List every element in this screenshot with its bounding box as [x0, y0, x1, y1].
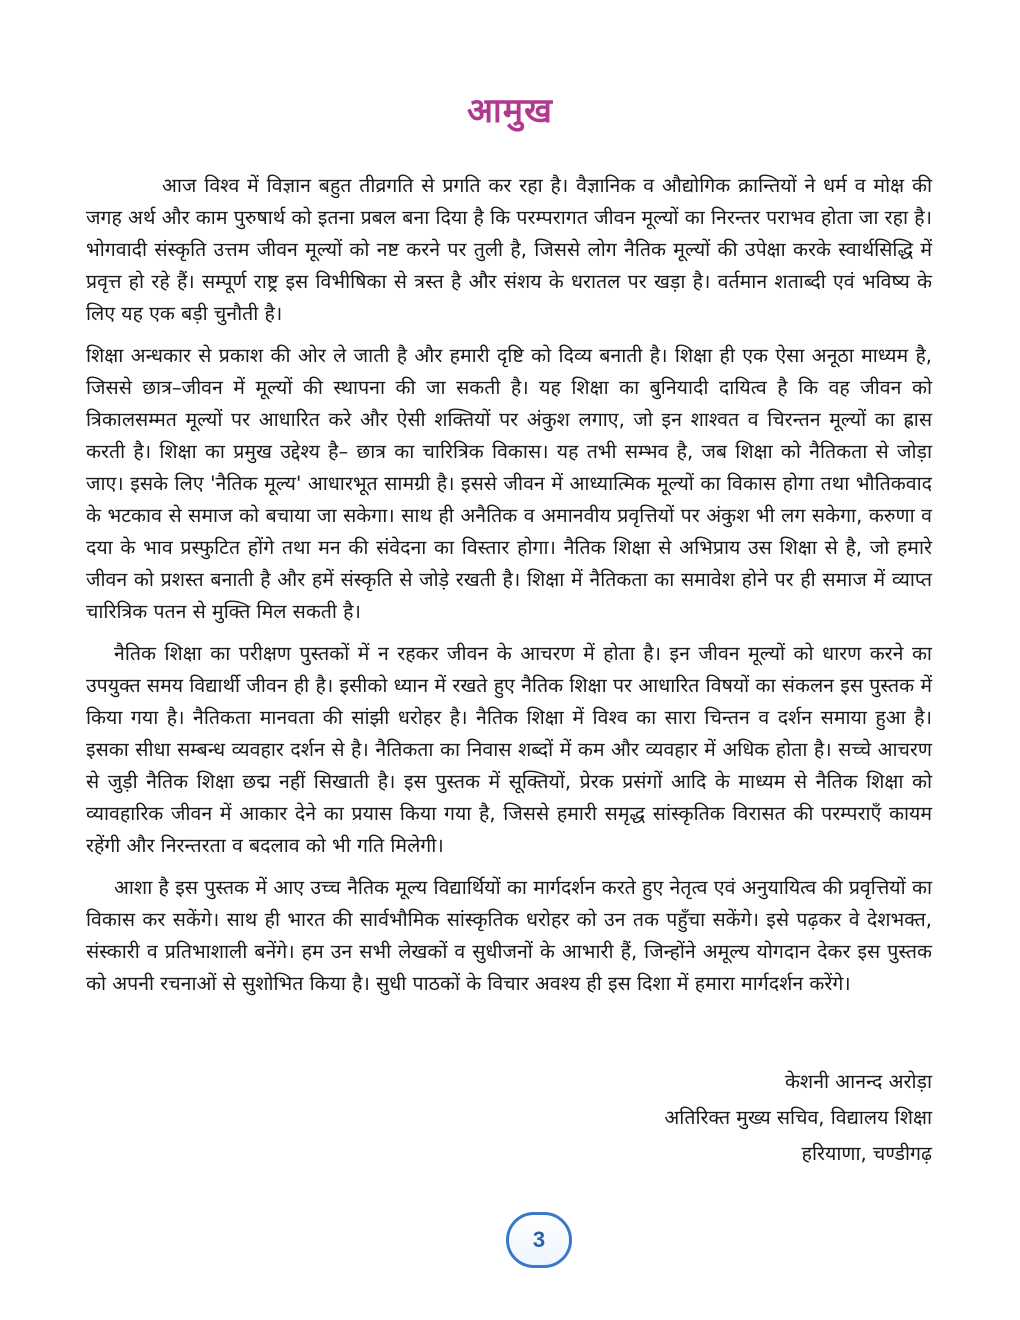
page-title: आमुख: [467, 91, 553, 131]
paragraph-4: आशा है इस पुस्तक में आए उच्च नैतिक मूल्य विद्यार्थियों का मार्गदर्शन करते हुए नेतृत्व एवं अनुयायित्व की प्रवृत्तियों का विकास कर सकेंगे। साथ ही भारत की सार्वभौमिक सांस्कृतिक धरोहर को उन तक पहुँचा सकेंगे। इसे पढ़कर वे देशभक्त, संस्कारी व प्रतिभाशाली बनेंगे। हम उन सभी लेखकों व सुधीजनों के आभारी हैं, जिन्होंने अमूल्य योगदान देकर इस पुस्तक को अपनी रचनाओं से सुशोभित किया है। सुधी पाठकों के विचार अवश्य ही इस दिशा में हमारा मार्गदर्शन करेंगे।: [86, 876, 932, 995]
paragraph-1: आज विश्व में विज्ञान बहुत तीव्रगति से प्रगति कर रहा है। वैज्ञानिक व औद्योगिक क्रान्तियों ने धर्म व मोक्ष की जगह अर्थ और काम पुरुषार्थ को इतना प्रबल बना दिया है कि परम्परागत जीवन मूल्यों का निरन्तर पराभव होता जा रहा है। भोगवादी संस्कृति उत्तम जीवन मूल्यों को नष्ट करने पर तुली है, जिससे लोग नैतिक मूल्यों की उपेक्षा करके स्वार्थसिद्धि में प्रवृत्त हो रहे हैं। सम्पूर्ण राष्ट्र इस विभीषिका से त्रस्त है और संशय के धरातल पर खड़ा है। वर्तमान शताब्दी एवं भविष्य के लिए यह एक बड़ी चुनौती है।: [86, 174, 932, 325]
signatory-place: हरियाणा, चण्डीगढ़: [801, 1142, 932, 1165]
paragraph-2: शिक्षा अन्धकार से प्रकाश की ओर ले जाती है और हमारी दृष्टि को दिव्य बनाती है। शिक्षा ही एक ऐसा अनूठा माध्यम है, जिससे छात्र–जीवन में मूल्यों की स्थापना की जा सकती है। यह शिक्षा का बुनियादी दायित्व है कि वह जीवन को त्रिकालसम्मत मूल्यों पर आधारित करे और ऐसी शक्तियों पर अंकुश लगाए, जो इन शाश्वत व चिरन्तन मूल्यों का ह्रास करती है। शिक्षा का प्रमुख उद्देश्य है– छात्र का चारित्रिक विकास। यह तभी सम्भव है, जब शिक्षा को नैतिकता से जोड़ा जाए। इसके लिए 'नैतिक मूल्य' आधारभूत सामग्री है। इससे जीवन में आध्यात्मिक मूल्यों का विकास होगा तथा भौतिकवाद के भटकाव से समाज को बचाया जा सकेगा। साथ ही अनैतिक व अमानवीय प्रवृत्तियों पर अंकुश भी लग सकेगा, करुणा व दया के भाव प्रस्फुटित होंगे तथा मन की संवेदना का विस्तार होगा। नैतिक शिक्षा से अभिप्राय उस शिक्षा से है, जो हमारे जीवन को प्रशस्त बनाती है और हमें संस्कृति से जोड़े रखती है। शिक्षा में नैतिकता का समावेश होने पर ही समाज में व्याप्त चारित्रिक पतन से मुक्ति मिल सकती है।: [86, 344, 932, 623]
signature-block: [664, 1064, 932, 1172]
page-number: 3: [506, 1212, 572, 1268]
body-text: [86, 170, 932, 1010]
signatory-name: केशनी आनन्द अरोड़ा: [784, 1070, 932, 1093]
signatory-designation: अतिरिक्त मुख्य सचिव, विद्यालय शिक्षा: [664, 1106, 932, 1129]
paragraph-3: नैतिक शिक्षा का परीक्षण पुस्तकों में न रहकर जीवन के आचरण में होता है। इन जीवन मूल्यों को धारण करने का उपयुक्त समय विद्यार्थी जीवन ही है। इसीको ध्यान में रखते हुए नैतिक शिक्षा पर आधारित विषयों का संकलन इस पुस्तक में किया गया है। नैतिकता मानवता की सांझी धरोहर है। नैतिक शिक्षा में विश्व का सारा चिन्तन व दर्शन समाया हुआ है। इसका सीधा सम्बन्ध व्यवहार दर्शन से है। नैतिकता का निवास शब्दों में कम और व्यवहार में अधिक होता है। सच्चे आचरण से जुड़ी नैतिक शिक्षा छद्म नहीं सिखाती है। इस पुस्तक में सूक्तियों, प्रेरक प्रसंगों आदि के माध्यम से नैतिक शिक्षा को व्यावहारिक जीवन में आकार देने का प्रयास किया गया है, जिससे हमारी समृद्ध सांस्कृतिक विरासत की परम्पराएँ कायम रहेंगी और निरन्तरता व बदलाव को भी गति मिलेगी।: [86, 642, 932, 857]
